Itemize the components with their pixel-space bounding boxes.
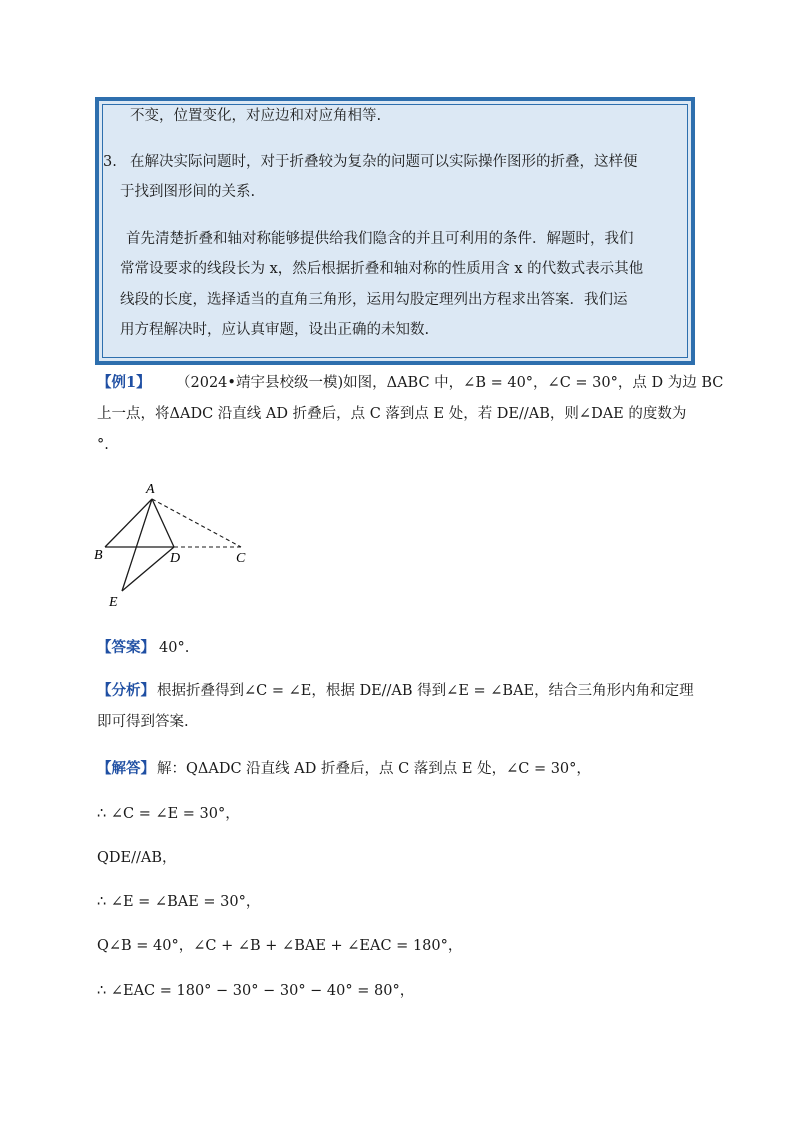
example-line-2: 上一点，将ΔADC 沿直线 AD 折叠后，点 C 落到点 E 处，若 DE//AB，则∠DAE 的度数为 [97, 406, 687, 422]
answer-text: 40°. [159, 640, 190, 656]
note-line-1: 不变，位置变化，对应边和对应角相等. [130, 108, 382, 124]
solution-line-5: Q∠B = 40°，∠C + ∠B + ∠BAE + ∠EAC = 180°， [97, 938, 463, 954]
analysis-tag: 【分析】 [97, 682, 155, 699]
note-item-3-number: 3. [103, 154, 117, 170]
note-para-line-4: 用方程解决时，应认真审题，设出正确的未知数. [120, 322, 430, 338]
label-B: B [94, 548, 103, 563]
solution-line-6: ∴ ∠EAC = 180° − 30° − 30° − 40° = 80°， [97, 983, 415, 999]
analysis-line-1: 根据折叠得到∠C = ∠E，根据 DE//AB 得到∠E = ∠BAE，结合三角形内角和定理 [157, 683, 694, 699]
example-tag: 【例1】 [97, 374, 151, 391]
answer-tag: 【答案】 [97, 639, 155, 656]
example-line-1: （2024•靖宇县校级一模)如图，ΔABC 中，∠B = 40°，∠C = 30°，点 D 为边 BC [176, 375, 724, 391]
segment-AD [152, 499, 174, 547]
solution-line-4: ∴ ∠E = ∠BAE = 30°， [97, 894, 261, 910]
note-item-3-line-2: 于找到图形间的关系. [120, 184, 256, 200]
note-item-3-line-1: 在解决实际问题时，对于折叠较为复杂的问题可以实际操作图形的折叠，这样便 [130, 154, 638, 170]
triangle-fold-figure [90, 478, 260, 613]
note-para-line-3: 线段的长度，选择适当的直角三角形，运用勾股定理列出方程求出答案．我们运 [120, 292, 628, 308]
label-C: C [236, 551, 246, 566]
label-A: A [146, 482, 155, 497]
analysis-line-2: 即可得到答案. [97, 714, 189, 730]
solution-tag: 【解答】 [97, 760, 155, 777]
example-line-3: °. [97, 437, 109, 453]
note-para-line-1: 首先清楚折叠和轴对称能够提供给我们隐含的并且可利用的条件．解题时，我们 [126, 231, 634, 247]
segment-AE [122, 499, 152, 591]
label-D: D [170, 551, 181, 566]
solution-line-2: ∴ ∠C = ∠E = 30°， [97, 806, 240, 822]
segment-AC-dashed [152, 499, 241, 547]
label-E: E [109, 595, 118, 610]
segment-AB [105, 499, 152, 547]
solution-line-1: 解：QΔADC 沿直线 AD 折叠后，点 C 落到点 E 处，∠C = 30°， [157, 761, 591, 777]
solution-line-3: QDE//AB， [97, 850, 177, 866]
note-para-line-2: 常常设要求的线段长为 x，然后根据折叠和轴对称的性质用含 x 的代数式表示其他 [120, 261, 644, 277]
